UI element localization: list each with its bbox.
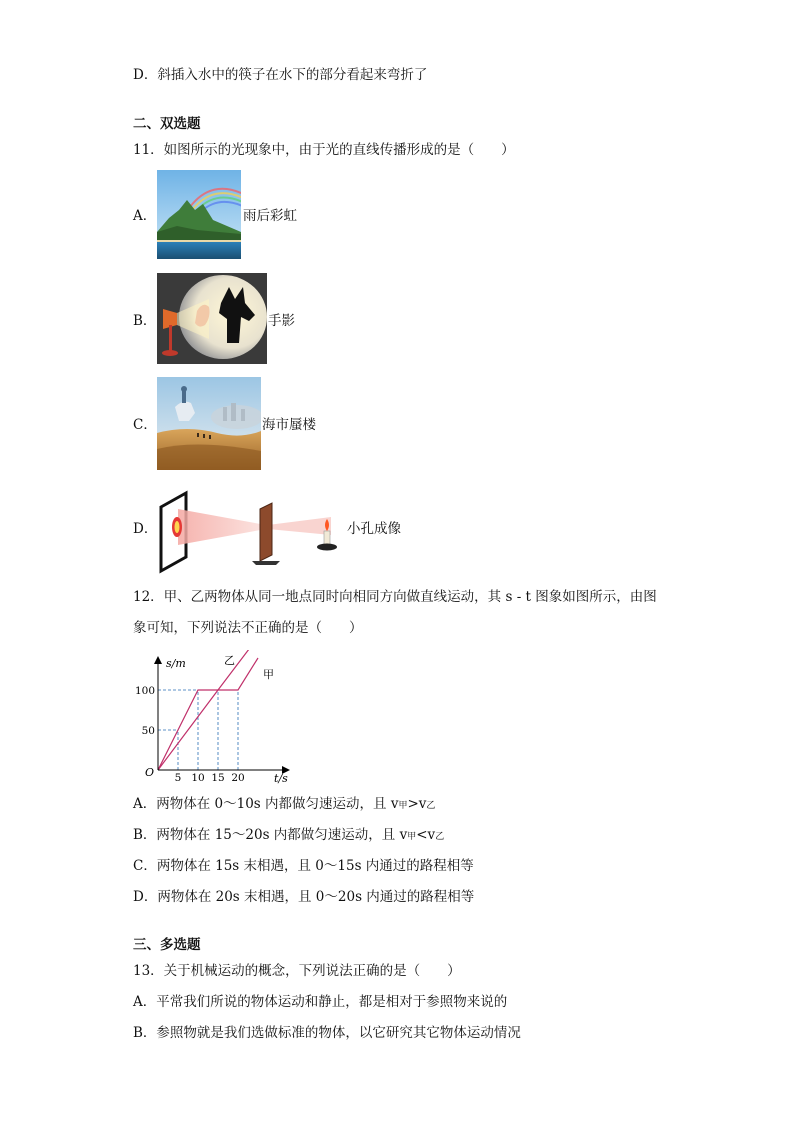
x-axis-label: t/s xyxy=(274,772,288,785)
q13-option-b: B．参照物就是我们选做标准的物体，以它研究其它物体运动情况 xyxy=(133,1025,521,1041)
q11-option-d-letter: D． xyxy=(133,521,158,537)
q11-option-c-label: 海市蜃楼 xyxy=(262,417,316,433)
q11-option-a-label: 雨后彩虹 xyxy=(243,208,297,224)
x-tick-label: 10 xyxy=(191,772,205,784)
q12-option-a: A．两物体在 0～10s 内都做匀速运动，且 v甲>v乙 xyxy=(133,796,436,812)
series-label-jia: 甲 xyxy=(263,668,274,681)
q13-option-a: A．平常我们所说的物体运动和静止，都是相对于参照物来说的 xyxy=(133,994,508,1010)
q11-stem: 11．如图所示的光现象中，由于光的直线传播形成的是（ ） xyxy=(133,142,515,158)
q12-option-c: C．两物体在 15s 末相遇，且 0～15s 内通过的路程相等 xyxy=(133,858,474,874)
q12-stem-line-2: 象可知，下列说法不正确的是（ ） xyxy=(133,620,363,636)
x-tick-label: 5 xyxy=(174,772,182,784)
x-tick-label: 15 xyxy=(211,772,225,784)
pinhole-camera-diagram xyxy=(156,485,346,575)
hand-shadow-photo xyxy=(157,273,267,364)
rainbow-photo xyxy=(157,170,241,259)
q11-option-c-letter: C． xyxy=(133,417,157,433)
origin-label: O xyxy=(145,766,155,779)
st-chart xyxy=(128,650,298,785)
x-tick-label: 20 xyxy=(231,772,245,784)
y-tick-label: 100 xyxy=(134,685,155,697)
q12-stem-line-1: 12．甲、乙两物体从同一地点同时向相同方向做直线运动，其 s - t 图象如图所示，由图 xyxy=(133,589,657,605)
q11-option-b-letter: B． xyxy=(133,313,157,329)
q12-option-b: B．两物体在 15～20s 内都做匀速运动，且 v甲<v乙 xyxy=(133,827,445,843)
section-2-title: 二、双选题 xyxy=(133,116,201,132)
series-label-yi: 乙 xyxy=(224,654,235,667)
q11-option-b-label: 手影 xyxy=(268,313,295,329)
mirage-photo xyxy=(157,377,261,470)
q11-option-a-letter: A． xyxy=(133,208,157,224)
y-axis-label: s/m xyxy=(166,657,186,670)
section-3-title: 三、多选题 xyxy=(133,937,201,953)
y-tick-label: 50 xyxy=(141,725,155,737)
q13-stem: 13．关于机械运动的概念，下列说法正确的是（ ） xyxy=(133,963,461,979)
q11-option-d-label: 小孔成像 xyxy=(347,521,401,537)
q10-option-d: D．斜插入水中的筷子在水下的部分看起来弯折了 xyxy=(133,67,428,83)
q12-option-d: D．两物体在 20s 末相遇，且 0～20s 内通过的路程相等 xyxy=(133,889,475,905)
series-line-jia xyxy=(158,658,258,770)
